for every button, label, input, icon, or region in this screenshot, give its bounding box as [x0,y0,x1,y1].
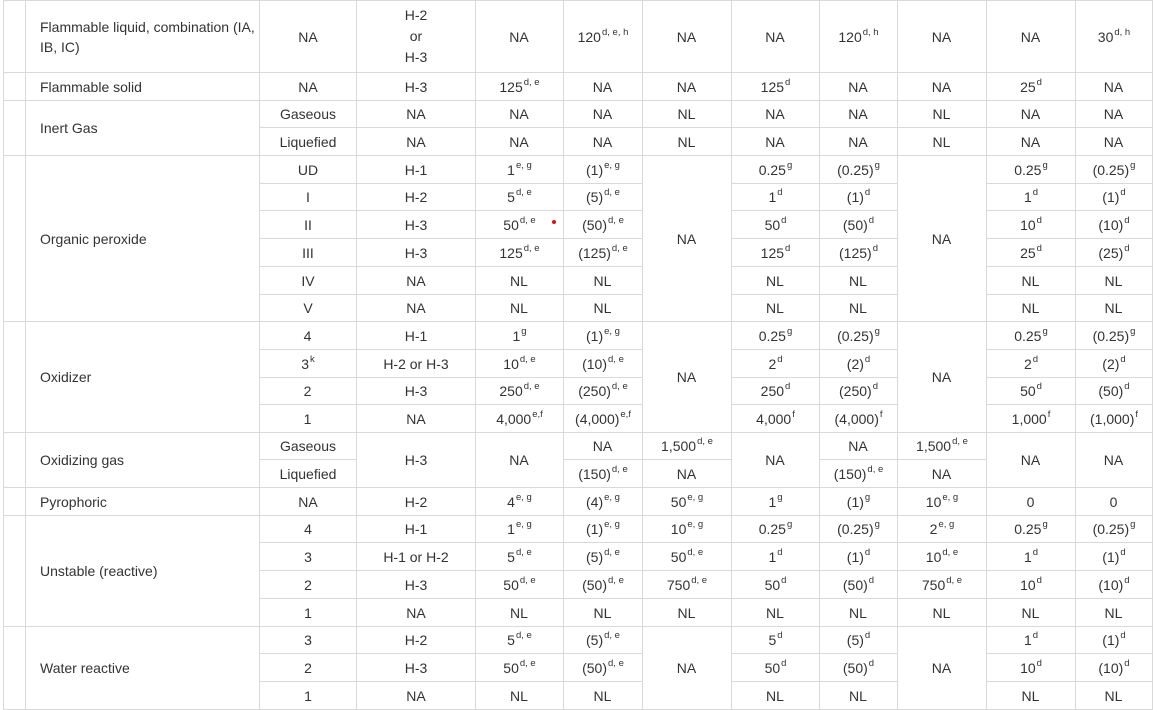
value-cell: NA [732,1,820,73]
value-cell: $(250)^d$ [820,378,898,405]
value-cell: NA [820,73,898,101]
group-cell: H-1 [357,322,476,350]
material-name: Oxidizing gas [26,433,260,488]
value-cell: NL [820,682,898,710]
value-cell: $(4)^{e, g}$ [564,488,643,516]
value-cell: $(10)^d$ [1076,571,1153,599]
table-row [4,73,1153,101]
value-cell: NL [643,599,732,627]
group-cell: H-2 or H-3 [357,350,476,378]
class-cell: Gaseous [260,433,357,460]
class-cell: 4 [260,516,357,543]
value-cell: 50$^{d, e}$ [643,543,732,571]
class-cell: 2 [260,378,357,405]
value-cell: $(5)^{d, e}$ [564,543,643,571]
material-name: Oxidizer [26,322,260,433]
class-cell: II [260,211,357,239]
value-cell: NA [898,322,987,433]
row-margin-cell [4,101,26,156]
group-cell: NA [357,267,476,295]
value-cell: 5$^{d, e}$ [476,184,564,211]
value-cell: 250$^{d, e}$ [476,378,564,405]
class-cell: III [260,239,357,267]
class-cell: 4 [260,322,357,350]
table-row [4,488,1153,516]
material-name: Flammable solid [26,73,260,101]
value-cell: NA [898,1,987,73]
value-cell: $(5)^{d, e}$ [564,184,643,211]
value-cell: $(10)^{d, e}$ [564,350,643,378]
value-cell: 0.25$^g$ [732,156,820,184]
table-row [4,101,1153,128]
value-cell: 30$^{d, h}$ [1076,1,1153,73]
value-cell: NA [476,101,564,128]
class-cell: Liquefied [260,128,357,156]
value-cell: $(1)^d$ [820,543,898,571]
value-cell: NL [732,295,820,322]
row-margin-cell [4,73,26,101]
value-cell: NA [1076,101,1153,128]
value-cell: $(1)^{e, g}$ [564,156,643,184]
value-cell: 0.25$^g$ [732,516,820,543]
row-margin-cell [4,516,26,627]
value-cell: 2$^d$ [732,350,820,378]
value-cell: $(0.25)^g$ [1076,322,1153,350]
value-cell: $(4,000)^{e,f}$ [564,405,643,433]
group-cell: H-3 [357,378,476,405]
row-margin-cell [4,433,26,488]
value-cell: 2$^{e, g}$ [898,516,987,543]
value-cell: NL [564,682,643,710]
value-cell: $(25)^d$ [1076,239,1153,267]
value-cell: 4,000$^f$ [732,405,820,433]
value-cell: 0 [987,488,1076,516]
value-cell: NL [1076,599,1153,627]
value-cell: NL [820,295,898,322]
value-cell: 0 [1076,488,1153,516]
value-cell: 4,000$^{e,f}$ [476,405,564,433]
value-cell: $(150)^{d, e}$ [564,460,643,488]
value-cell: 0.25$^g$ [987,156,1076,184]
group-cell: NA [357,405,476,433]
value-cell: NA [643,460,732,488]
value-cell: 50$^{d, e}$ [476,654,564,682]
value-cell: $(1)^d$ [820,184,898,211]
value-cell: NL [1076,267,1153,295]
value-cell: NL [987,599,1076,627]
value-cell: $(0.25)^g$ [1076,516,1153,543]
value-cell: NL [564,295,643,322]
value-cell: 50$^{e, g}$ [643,488,732,516]
value-cell: 125$^{d, e}$ [476,239,564,267]
value-cell: NA [820,433,898,460]
value-cell: 1$^d$ [732,184,820,211]
value-cell: NL [987,267,1076,295]
value-cell: 0.25$^g$ [732,322,820,350]
value-cell: $(125)^{d, e}$ [564,239,643,267]
value-cell: NL [476,682,564,710]
value-cell: $(4,000)^f$ [820,405,898,433]
value-cell: NA [732,101,820,128]
value-cell: NA [820,128,898,156]
class-cell: 2 [260,654,357,682]
value-cell: $(125)^d$ [820,239,898,267]
class-cell: Liquefied [260,460,357,488]
value-cell: $(50)^d$ [820,211,898,239]
value-cell: NA [732,433,820,488]
value-cell: NL [732,599,820,627]
class-cell: 2 [260,571,357,599]
value-cell: $(2)^d$ [1076,350,1153,378]
value-cell: 125$^d$ [732,73,820,101]
class-cell: 1 [260,682,357,710]
value-cell: 1,000$^f$ [987,405,1076,433]
value-cell: NA [1076,128,1153,156]
value-cell: $(50)^{d, e}$ [564,211,643,239]
material-name: Inert Gas [26,101,260,156]
value-cell: 10$^d$ [987,211,1076,239]
value-cell: NA [564,73,643,101]
value-cell: 1$^d$ [732,543,820,571]
value-cell: $(0.25)^g$ [1076,156,1153,184]
value-cell: 1,500$^{d, e}$ [643,433,732,460]
table-row [4,627,1153,654]
value-cell: 1,500$^{d, e}$ [898,433,987,460]
row-margin-cell [4,1,26,73]
group-cell: H-2 or H-3 [357,1,476,73]
table-row [4,433,1153,460]
value-cell: NL [643,128,732,156]
value-cell: NL [564,267,643,295]
value-cell: NA [820,101,898,128]
value-cell: 10$^d$ [987,654,1076,682]
value-cell: NA [898,460,987,488]
value-cell: NL [987,295,1076,322]
value-cell: $(10)^d$ [1076,211,1153,239]
value-cell: NL [476,599,564,627]
red-marker-dot [552,220,556,224]
value-cell: NA [564,101,643,128]
value-cell: NL [476,295,564,322]
value-cell: NA [987,101,1076,128]
value-cell: NL [643,101,732,128]
value-cell: 120$^{d, h}$ [820,1,898,73]
material-name: Water reactive [26,627,260,710]
group-cell: NA [357,599,476,627]
value-cell: NA [987,1,1076,73]
value-cell: NL [732,267,820,295]
value-cell: NL [732,682,820,710]
value-cell: 250$^d$ [732,378,820,405]
row-margin-cell [4,322,26,433]
value-cell: NA [643,322,732,433]
value-cell: $(50)^d$ [1076,378,1153,405]
material-name: Organic peroxide [26,156,260,322]
material-name: Unstable (reactive) [26,516,260,627]
value-cell: 10$^{d, e}$ [476,350,564,378]
class-cell: IV [260,267,357,295]
value-cell: 120$^{d, e, h}$ [564,1,643,73]
value-cell: $(1)^d$ [1076,184,1153,211]
group-cell: H-1 or H-2 [357,543,476,571]
group-cell: H-3 [357,239,476,267]
value-cell: NA [1076,73,1153,101]
value-cell: NA [476,433,564,488]
value-cell: 4$^{e, g}$ [476,488,564,516]
value-cell: 10$^{d, e}$ [898,543,987,571]
value-cell: NA [476,1,564,73]
value-cell: 50$^d$ [987,378,1076,405]
class-cell: 1 [260,405,357,433]
value-cell: $(0.25)^g$ [820,322,898,350]
value-cell: 750$^{d, e}$ [898,571,987,599]
value-cell: NL [898,128,987,156]
class-cell: NA [260,488,357,516]
value-cell: 750$^{d, e}$ [643,571,732,599]
value-cell: NA [1076,433,1153,488]
value-cell: 10$^{e, g}$ [643,516,732,543]
table-row [4,1,1153,73]
value-cell: $(50)^d$ [820,654,898,682]
value-cell: $(50)^{d, e}$ [564,571,643,599]
value-cell: 0.25$^g$ [987,516,1076,543]
value-cell: 10$^d$ [987,571,1076,599]
value-cell: $(250)^{d, e}$ [564,378,643,405]
row-margin-cell [4,627,26,710]
value-cell: NL [898,101,987,128]
group-cell: H-2 [357,184,476,211]
value-cell: 1$^d$ [987,543,1076,571]
value-cell: $(2)^d$ [820,350,898,378]
value-cell: 50$^d$ [732,654,820,682]
value-cell: $(10)^d$ [1076,654,1153,682]
value-cell: 125$^{d, e}$ [476,73,564,101]
value-cell: 5$^{d, e}$ [476,543,564,571]
value-cell: 50$^{d, e}$ [476,211,564,239]
row-margin-cell [4,156,26,322]
value-cell: $(50)^{d, e}$ [564,654,643,682]
value-cell: $(1)^d$ [1076,627,1153,654]
value-cell: 1$^g$ [476,322,564,350]
value-cell: $(0.25)^g$ [820,156,898,184]
value-cell: $(1)^{e, g}$ [564,516,643,543]
value-cell: NA [987,433,1076,488]
class-cell: 3 [260,627,357,654]
value-cell: $(1,000)^f$ [1076,405,1153,433]
value-cell: 50$^d$ [732,211,820,239]
group-cell: H-2 [357,488,476,516]
row-margin-cell [4,488,26,516]
group-cell: H-3 [357,654,476,682]
value-cell: $(5)^d$ [820,627,898,654]
value-cell: 5$^{d, e}$ [476,627,564,654]
value-cell: $(5)^{d, e}$ [564,627,643,654]
value-cell: NA [564,128,643,156]
value-cell: NL [987,682,1076,710]
class-cell: NA [260,1,357,73]
group-cell: H-2 [357,627,476,654]
group-cell: NA [357,682,476,710]
value-cell: 1$^{e, g}$ [476,156,564,184]
class-cell: 3$^k$ [260,350,357,378]
value-cell: NL [564,599,643,627]
value-cell: NL [820,267,898,295]
table-row [4,156,1153,184]
value-cell: NA [987,128,1076,156]
value-cell: 50$^d$ [732,571,820,599]
material-name: Flammable liquid, combination (IA, IB, IC) [26,1,260,73]
group-cell: H-3 [357,571,476,599]
table-row [4,516,1153,543]
value-cell: 10$^{e, g}$ [898,488,987,516]
value-cell: 25$^d$ [987,73,1076,101]
value-cell: $(150)^{d, e}$ [820,460,898,488]
value-cell: NA [732,128,820,156]
class-cell: V [260,295,357,322]
table-row [4,322,1153,350]
group-cell: H-3 [357,73,476,101]
group-cell: H-3 [357,433,476,488]
value-cell: 5$^d$ [732,627,820,654]
group-cell: H-1 [357,156,476,184]
class-cell: UD [260,156,357,184]
value-cell: NA [898,627,987,710]
value-cell: 2$^d$ [987,350,1076,378]
value-cell: 1$^d$ [987,627,1076,654]
value-cell: NL [1076,295,1153,322]
value-cell: NA [476,128,564,156]
material-name: Pyrophoric [26,488,260,516]
value-cell: $(1)^d$ [1076,543,1153,571]
group-cell: NA [357,295,476,322]
group-cell: H-3 [357,211,476,239]
value-cell: 125$^d$ [732,239,820,267]
class-cell: Gaseous [260,101,357,128]
value-cell: NA [643,1,732,73]
value-cell: 1$^g$ [732,488,820,516]
class-cell: 3 [260,543,357,571]
class-cell: I [260,184,357,211]
group-cell: NA [357,128,476,156]
value-cell: NL [820,599,898,627]
value-cell: 25$^d$ [987,239,1076,267]
value-cell: NA [898,156,987,322]
value-cell: NA [643,156,732,322]
value-cell: 1$^{e, g}$ [476,516,564,543]
group-cell: H-1 [357,516,476,543]
value-cell: $(1)^g$ [820,488,898,516]
value-cell: NA [643,73,732,101]
value-cell: 50$^{d, e}$ [476,571,564,599]
value-cell: NL [898,599,987,627]
value-cell: NL [476,267,564,295]
value-cell: $(0.25)^g$ [820,516,898,543]
value-cell: NL [1076,682,1153,710]
value-cell: 1$^d$ [987,184,1076,211]
group-cell: NA [357,101,476,128]
value-cell: $(50)^d$ [820,571,898,599]
hazard-quantity-table [3,0,1153,710]
value-cell: NA [564,433,643,460]
value-cell: $(1)^{e, g}$ [564,322,643,350]
value-cell: NA [898,73,987,101]
class-cell: 1 [260,599,357,627]
value-cell: NA [643,627,732,710]
class-cell: NA [260,73,357,101]
value-cell: 0.25$^g$ [987,322,1076,350]
